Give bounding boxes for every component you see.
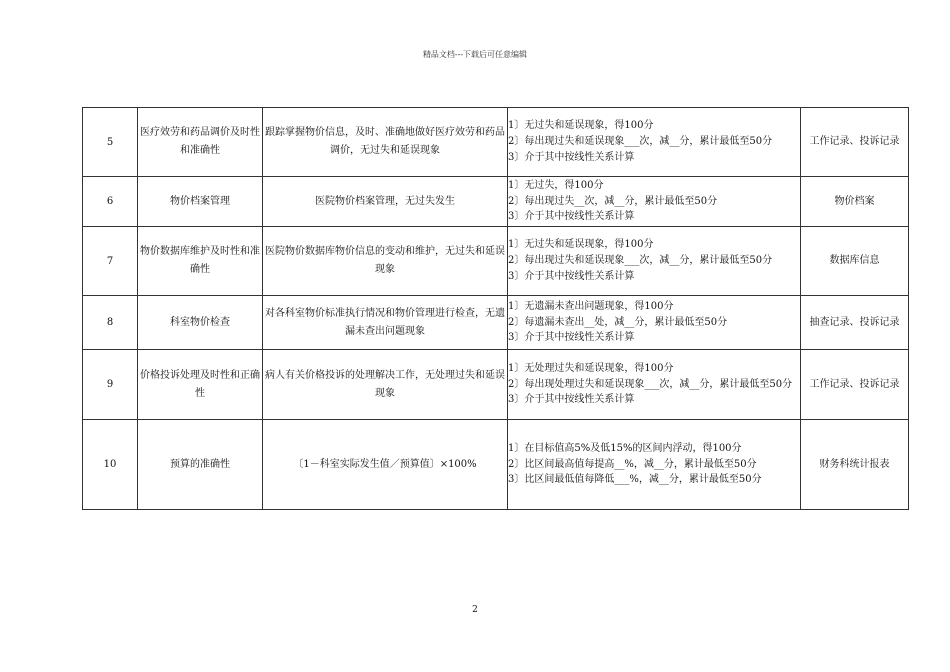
scoring-rule-line: 1〕无过失，得100分 bbox=[508, 179, 604, 191]
scoring-rule-line: 1〕无过失和延误现象，得100分 bbox=[508, 239, 654, 251]
evaluation-item: 价格投诉处理及时性和正确性 bbox=[138, 350, 263, 420]
row-number: 9 bbox=[83, 350, 138, 420]
scoring-rules bbox=[508, 420, 801, 510]
table-row bbox=[83, 296, 909, 350]
data-source: 财务科统计报表 bbox=[801, 420, 909, 510]
scoring-rule-line: 3〕介于其中按线性关系计算 bbox=[508, 211, 635, 223]
row-number: 5 bbox=[83, 108, 138, 177]
scoring-rule-line: 2〕比区间最高值每提高__%，减__分，累计最低至50分 bbox=[508, 458, 757, 470]
data-source: 工作记录、投诉记录 bbox=[801, 350, 909, 420]
scoring-rules bbox=[508, 108, 801, 177]
scoring-rule-line: 3〕介于其中按线性关系计算 bbox=[508, 151, 635, 163]
evaluation-description: 病人有关价格投诉的处理解决工作，无处理过失和延误现象 bbox=[263, 350, 508, 420]
evaluation-table bbox=[82, 107, 909, 510]
evaluation-description: 〔1－科室实际发生值／预算值〕×100% bbox=[263, 420, 508, 510]
page-header: 精品文档---下载后可任意编辑 bbox=[422, 50, 528, 59]
data-source: 工作记录、投诉记录 bbox=[801, 108, 909, 177]
page-number: 2 bbox=[472, 605, 478, 615]
evaluation-item: 物价档案管理 bbox=[138, 177, 263, 227]
scoring-rule-line: 1〕无过失和延误现象，得100分 bbox=[508, 120, 654, 132]
data-source: 物价档案 bbox=[801, 177, 909, 227]
evaluation-description: 医院物价档案管理，无过失发生 bbox=[263, 177, 508, 227]
scoring-rule-line: 1〕无遗漏未查出问题现象，得100分 bbox=[508, 300, 674, 312]
row-number: 10 bbox=[83, 420, 138, 510]
evaluation-description: 跟踪掌握物价信息，及时、准确地做好医疗效劳和药品调价，无过失和延误现象 bbox=[263, 108, 508, 177]
scoring-rule-line: 3〕介于其中按线性关系计算 bbox=[508, 394, 635, 406]
scoring-rules bbox=[508, 296, 801, 350]
scoring-rule-line: 2〕每出现过失__次，减__分，累计最低至50分 bbox=[508, 195, 718, 207]
scoring-rules bbox=[508, 227, 801, 296]
evaluation-item: 预算的准确性 bbox=[138, 420, 263, 510]
scoring-rule-line: 2〕每遗漏未查出__处，减__分，累计最低至50分 bbox=[508, 316, 728, 328]
evaluation-description: 医院物价数据库物价信息的变动和维护，无过失和延误现象 bbox=[263, 227, 508, 296]
scoring-rule-line: 3〕介于其中按线性关系计算 bbox=[508, 270, 635, 282]
scoring-rules bbox=[508, 350, 801, 420]
scoring-rule-line: 1〕无处理过失和延误现象，得100分 bbox=[508, 362, 674, 374]
data-source: 抽查记录、投诉记录 bbox=[801, 296, 909, 350]
scoring-rules bbox=[508, 177, 801, 227]
table-row bbox=[83, 227, 909, 296]
scoring-rule-line: 1〕在目标值高5%及低15%的区间内浮动，得100分 bbox=[508, 442, 742, 454]
evaluation-item: 物价数据库维护及时性和准确性 bbox=[138, 227, 263, 296]
table-row bbox=[83, 420, 909, 510]
scoring-rule-line: 3〕比区间最低值每降低___%，减__分，累计最低至50分 bbox=[508, 474, 762, 486]
table-row bbox=[83, 108, 909, 177]
evaluation-item: 科室物价检查 bbox=[138, 296, 263, 350]
scoring-rule-line: 2〕每出现处理过失和延误现象___次，减__分，累计最低至50分 bbox=[508, 378, 793, 390]
scoring-rule-line: 2〕每出现过失和延误现象___次，减__分，累计最低至50分 bbox=[508, 136, 773, 148]
table-row bbox=[83, 350, 909, 420]
scoring-rule-line: 2〕每出现过失和延误现象___次，减__分，累计最低至50分 bbox=[508, 255, 773, 267]
scoring-rule-line: 3〕介于其中按线性关系计算 bbox=[508, 332, 635, 344]
evaluation-item: 医疗效劳和药品调价及时性和准确性 bbox=[138, 108, 263, 177]
row-number: 7 bbox=[83, 227, 138, 296]
table-row bbox=[83, 177, 909, 227]
evaluation-description: 对各科室物价标准执行情况和物价管理进行检查，无遗漏未查出问题现象 bbox=[263, 296, 508, 350]
row-number: 6 bbox=[83, 177, 138, 227]
data-source: 数据库信息 bbox=[801, 227, 909, 296]
row-number: 8 bbox=[83, 296, 138, 350]
